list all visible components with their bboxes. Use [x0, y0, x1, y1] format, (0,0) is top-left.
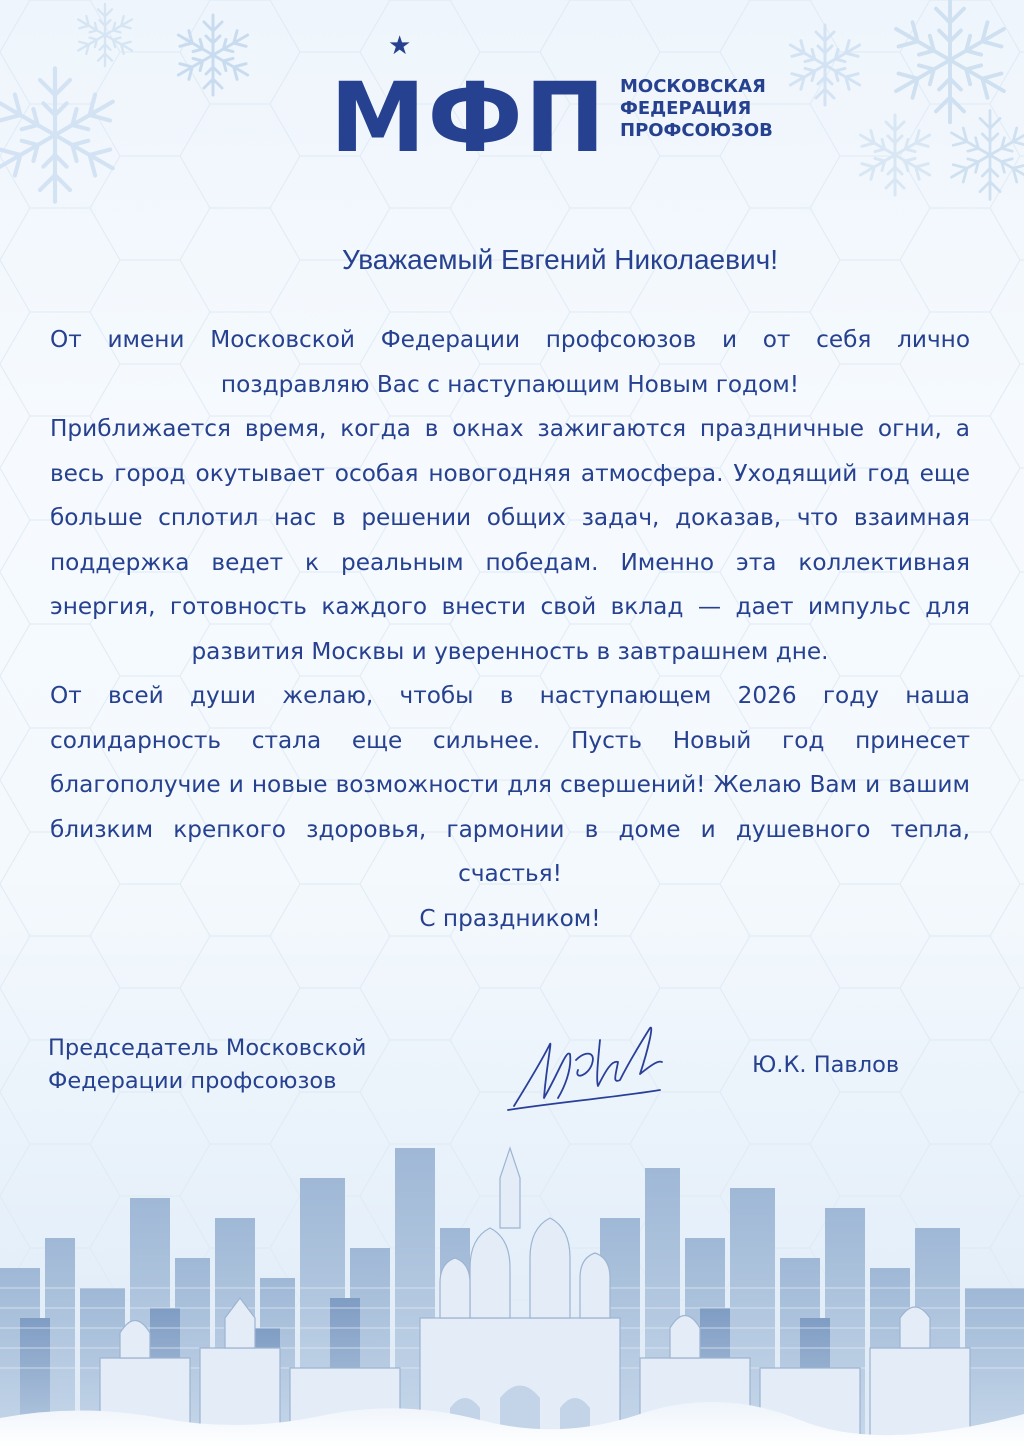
snowflake-icon [850, 110, 940, 200]
star-icon: ★ [388, 30, 412, 60]
moscow-skyline-illustration [0, 1118, 1024, 1448]
logo-full-name: МОСКОВСКАЯ ФЕДЕРАЦИЯ ПРОФСОЮЗОВ [620, 76, 773, 141]
letter-body [50, 318, 970, 941]
letter-greeting: Уважаемый Евгений Николаевич! [341, 244, 778, 275]
signatory-title: Председатель Московской Федерации профсоюзов [48, 1035, 367, 1094]
signatory-name: Ю.К. Павлов [752, 1052, 900, 1078]
closing-phrase: С праздником! [419, 904, 601, 932]
handwritten-signature [500, 1010, 670, 1120]
snowflake-icon [780, 20, 870, 110]
snowflake-icon [0, 60, 130, 210]
paragraph: От всей души желаю, чтобы в наступающем 2026 году наша солидарность стала еще сильнее. Пусть Новый год принесет благополучие и новые возможности для свершений! Желаю Вам и вашим близким крепкого здоровья, гармонии в доме и душевного тепла, счастья! [50, 682, 970, 887]
paragraph: Приближается время, когда в окнах зажигаются праздничные огни, а весь город окутывает особая новогодняя атмосфера. Уходящий год еще больше сплотил нас в решении общих задач, доказав, что взаимная поддержка ведет к реальным победам. Именно эта коллективная энергия, готовность каждого внести свой вклад — дает импульс для развития Москвы и уверенность в завтрашнем дне. [50, 415, 970, 665]
snowflake-icon [70, 0, 140, 70]
logo-abbreviation: МФП [330, 62, 608, 174]
paragraph: От имени Московской Федерации профсоюзов и от себя лично поздравляю Вас с наступающим Новым годом! [50, 326, 970, 398]
snowflake-icon [168, 10, 258, 100]
snowflake-icon [940, 90, 1024, 220]
